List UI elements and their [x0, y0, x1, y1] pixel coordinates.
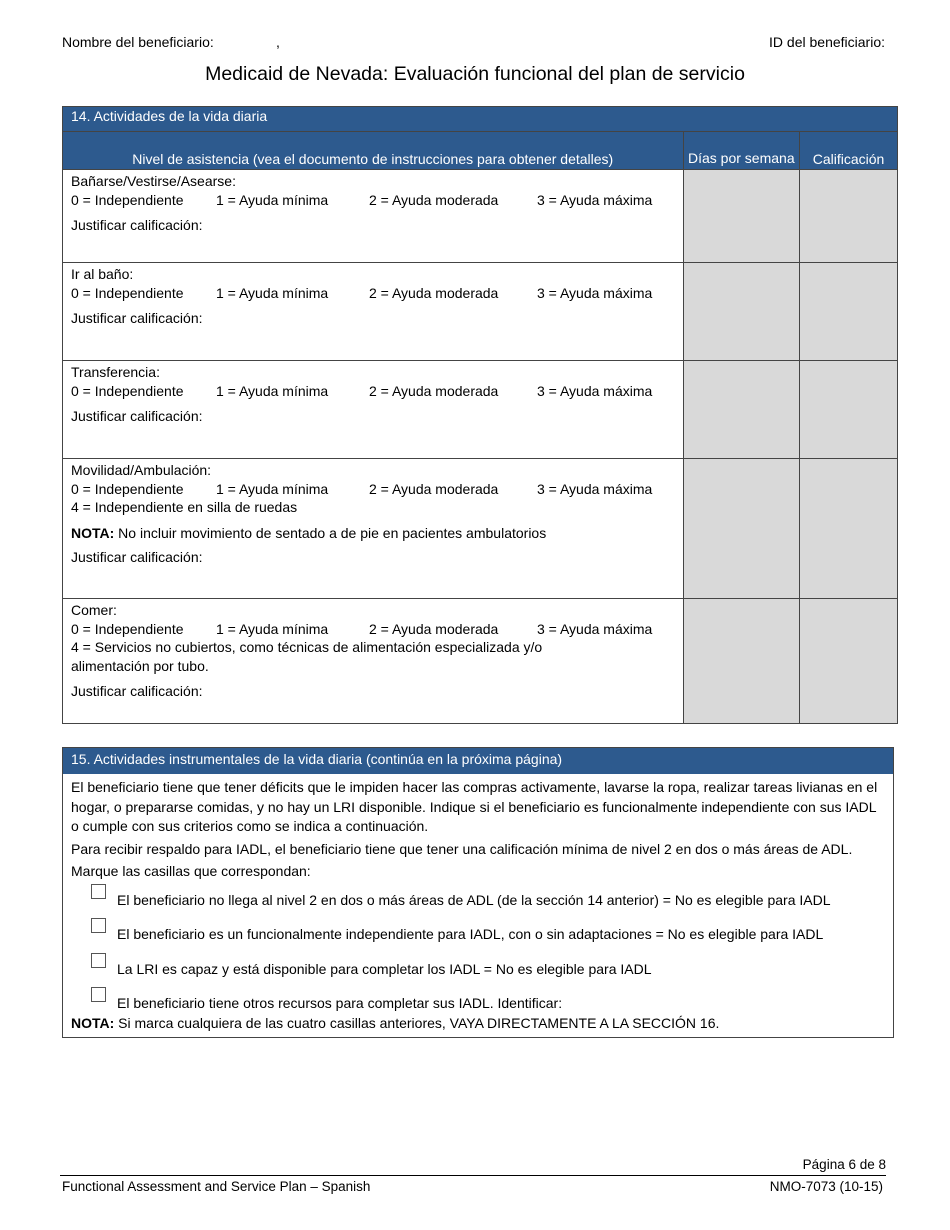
adl-row-transfer — [63, 361, 898, 459]
justify-label: Justificar calificación: — [71, 310, 203, 326]
checkbox[interactable] — [91, 987, 106, 1002]
rating-cell[interactable] — [800, 459, 898, 599]
days-per-week-cell[interactable] — [683, 263, 800, 361]
iadl-paragraph-3: Marque las casillas que correspondan: — [71, 863, 311, 879]
option-1: 1 = Ayuda mínima — [216, 191, 329, 208]
justify-label: Justificar calificación: — [71, 408, 203, 424]
rating-cell[interactable] — [800, 263, 898, 361]
footer-divider — [60, 1175, 886, 1176]
option-1: 1 = Ayuda mínima — [216, 480, 329, 497]
checkbox-label: El beneficiario es un funcionalmente independiente para IADL, con o sin adaptaciones = No es elegible para IADL — [117, 926, 824, 942]
option-2: 2 = Ayuda moderada — [369, 620, 499, 637]
page-title: Medicaid de Nevada: Evaluación funcional del plan de servicio — [205, 63, 745, 85]
iadl-section — [62, 747, 894, 1038]
days-per-week-cell[interactable] — [683, 599, 800, 724]
section-14-heading: 14. Actividades de la vida diaria — [63, 107, 898, 132]
option-2: 2 = Ayuda moderada — [369, 191, 499, 208]
option-2: 2 = Ayuda moderada — [369, 284, 499, 301]
option-4: 4 = Independiente en silla de ruedas — [71, 499, 298, 515]
section-15-heading: 15. Actividades instrumentales de la vida diaria (continúa en la próxima página) — [63, 748, 893, 774]
checkbox-label: El beneficiario tiene otros recursos para completar sus IADL. Identificar: — [117, 995, 563, 1011]
col-assistance-level: Nivel de asistencia (vea el documento de instrucciones para obtener detalles) — [63, 132, 684, 170]
checkbox-label: El beneficiario no llega al nivel 2 en dos o más áreas de ADL (de la sección 14 anterior) = No es elegible para IADL — [117, 891, 831, 908]
rating-cell[interactable] — [800, 599, 898, 724]
option-0: 0 = Independiente — [71, 382, 184, 399]
adl-row-mobility — [63, 459, 898, 599]
days-per-week-cell[interactable] — [683, 170, 800, 263]
note-label: NOTA: — [71, 1014, 115, 1031]
level-options — [71, 382, 675, 401]
option-3: 3 = Ayuda máxima — [537, 480, 653, 497]
beneficiary-id-label: ID del beneficiario: — [769, 34, 885, 50]
iadl-paragraph-2: Para recibir respaldo para IADL, el beneficiario tiene que tener una calificación mínima de nivel 2 en dos o más áreas de ADL. — [71, 840, 853, 857]
option-4: 4 = Servicios no cubiertos, como técnicas de alimentación especializada y/o alimentación por tubo. — [71, 639, 543, 674]
col-days-per-week: Días por semana — [683, 132, 800, 170]
page-number: Página 6 de 8 — [802, 1157, 886, 1172]
iadl-check-item — [91, 888, 885, 911]
level-options — [71, 191, 675, 210]
checkbox[interactable] — [91, 884, 106, 899]
level-options — [71, 284, 675, 303]
justify-label: Justificar calificación: — [71, 217, 203, 233]
option-2: 2 = Ayuda moderada — [369, 480, 499, 497]
adl-label: Ir al baño: — [71, 266, 134, 282]
days-per-week-cell[interactable] — [683, 459, 800, 599]
footer-form-number: NMO-7073 (10-15) — [769, 1179, 883, 1194]
name-comma: , — [276, 34, 280, 50]
iadl-check-item — [91, 922, 885, 945]
mobility-note — [71, 524, 675, 543]
checkbox[interactable] — [91, 953, 106, 968]
note-label: NOTA: — [71, 524, 115, 541]
checkbox-label: La LRI es capaz y está disponible para completar los IADL = No es elegible para IADL — [117, 960, 652, 977]
option-1: 1 = Ayuda mínima — [216, 284, 329, 301]
col-rating: Calificación — [800, 132, 898, 170]
adl-row-toileting — [63, 263, 898, 361]
adl-label: Movilidad/Ambulación: — [71, 462, 212, 478]
option-3: 3 = Ayuda máxima — [537, 620, 653, 637]
note-text: Si marca cualquiera de las cuatro casillas anteriores, VAYA DIRECTAMENTE A LA SECCIÓN 16. — [114, 1014, 720, 1031]
checkbox[interactable] — [91, 918, 106, 933]
option-3: 3 = Ayuda máxima — [537, 191, 653, 208]
adl-row-bathing — [63, 170, 898, 263]
rating-cell[interactable] — [800, 361, 898, 459]
option-0: 0 = Independiente — [71, 620, 184, 637]
option-3: 3 = Ayuda máxima — [537, 284, 653, 301]
option-1: 1 = Ayuda mínima — [216, 382, 329, 399]
option-0: 0 = Independiente — [71, 480, 184, 497]
justify-label: Justificar calificación: — [71, 549, 203, 565]
level-options — [71, 620, 675, 639]
adl-label: Bañarse/Vestirse/Asearse: — [71, 173, 236, 189]
level-options — [71, 480, 675, 499]
option-0: 0 = Independiente — [71, 284, 184, 301]
footer-form-title: Functional Assessment and Service Plan – Spanish — [62, 1179, 371, 1194]
option-2: 2 = Ayuda moderada — [369, 382, 499, 399]
justify-label: Justificar calificación: — [71, 683, 203, 699]
adl-row-eating — [63, 599, 898, 724]
rating-cell[interactable] — [800, 170, 898, 263]
note-text: No incluir movimiento de sentado a de pie en pacientes ambulatorios — [114, 524, 547, 541]
beneficiary-name-label: Nombre del beneficiario: — [62, 34, 214, 50]
iadl-check-item — [91, 991, 885, 1014]
option-3: 3 = Ayuda máxima — [537, 382, 653, 399]
adl-label: Comer: — [71, 602, 117, 618]
adl-label: Transferencia: — [71, 364, 160, 380]
days-per-week-cell[interactable] — [683, 361, 800, 459]
option-1: 1 = Ayuda mínima — [216, 620, 329, 637]
iadl-note — [71, 1014, 885, 1034]
option-0: 0 = Independiente — [71, 191, 184, 208]
adl-table — [62, 106, 898, 724]
iadl-paragraph-1: El beneficiario tiene que tener déficits que le impiden hacer las compras activamente, lavarse la ropa, realizar tareas livianas en el hogar, o prepararse comidas, y no hay un LRI disponible. Indique si el beneficiario es funcionalmente independiente con sus IADL o cumple con sus criterios como se indica a continuación. — [71, 779, 878, 834]
iadl-check-item — [91, 957, 885, 980]
